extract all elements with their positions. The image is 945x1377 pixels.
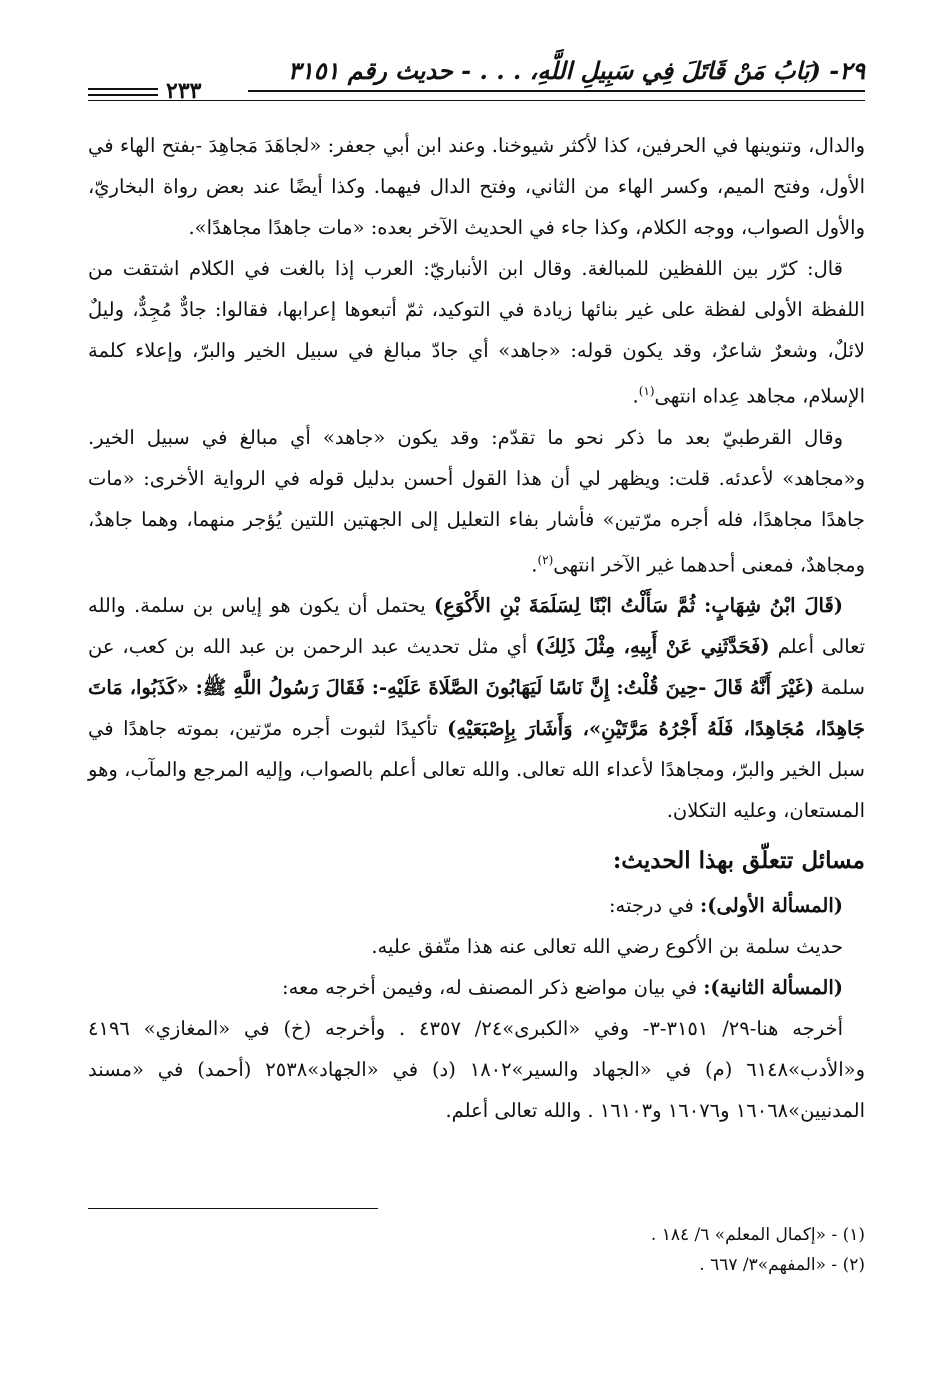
footnote-ref-1: (١): [638, 384, 655, 398]
hadith-quote-3: (غَيْرَ أَنَّهُ قَالَ -حِينَ قُلْتُ: إِنَّ نَاسًا لَيَهَابُونَ الصَّلَاةَ عَلَيْهِ-: فَقَالَ رَسُولُ اللَّهِ ﷺ: «كَذَبُوا، مَاتَ جَاهِدًا، مُجَاهِدًا، فَلَهُ أَجْرُهُ مَرَّتَيْنِ»، وَأَشَارَ بِإِصْبَعَيْهِ): [88, 676, 865, 740]
footnote-1: (١) - «إكمال المعلم» ٦/ ١٨٤ .: [650, 1225, 865, 1245]
paragraph-1: والدال، وتنوينها في الحرفين، كذا لأكثر شيوخنا. وعند ابن أبي جعفر: «لجاهَدَ مَجاهِدَ -بفتح الهاء في الأول، وفتح الميم، وكسر الهاء من الثاني، وفتح الدال فيهما. وكذا أيضًا عند بعض رواة البخاريّ، والأول الصواب، ووجه الكلام، وكذا جاء في الحديث الآخر بعده: «مات جاهدًا مجاهدًا».: [88, 134, 865, 239]
footnotes: [88, 1220, 865, 1280]
hadith-quote-2: (فَحَدَّثَنِي عَنْ أَبِيهِ، مِثْلَ ذَلِكَ): [535, 635, 770, 658]
header-rule-short-bottom: [88, 94, 158, 96]
commentary-1: يحتمل أن يكون هو إياس بن سلمة. والله تعالى أعلم: [88, 594, 866, 658]
header-rule: [248, 90, 865, 92]
main-text: [88, 125, 865, 1131]
issue-1-title: [88, 885, 865, 926]
paragraph-3-text: وقال القرطبيّ بعد ما ذكر نحو ما تقدّم: وقد يكون «جاهد» أي مبالغ في سبيل الخير. و«مجاهد» لأعدئه. قلت: ويظهر لي أن هذا القول أحسن بدليل قوله في الرواية الأخرى: «مات جاهدًا مجاهدًا، فله أجره مرّتين» فأشار بفاء التعليل إلى الجهتين اللتين يُؤجر منهما، وهما جاهدٌ، ومجاهدٌ، فمعنى أحدهما غير الآخر انتهى: [88, 425, 865, 576]
issue-1-text: في درجته:: [608, 894, 701, 917]
paragraph-2-text: قال: كرّر بين اللفظين للمبالغة. وقال ابن الأنباريّ: العرب إذا بالغت في الكلام اشتقت من اللفظة الأولى لفظة على غير بنائها زيادة في التوكيد، ثمّ أتبعوها إعرابها، فقالوا: جادٌّ مُجِدٌّ، وليلٌ لائلٌ، وشعرٌ شاعرٌ، وقد يكون قوله: «جاهد» أي جادّ مبالغ في سبيل الخير والبرّ، وإعلاء كلمة الإسلام، مجاهد عِداه انتهى: [88, 257, 865, 408]
commentary-3: تأكيدًا لثبوت أجره مرّتين، بموته جاهدًا في سبل الخير والبرّ، ومجاهدًا لأعداء الله تعالى. والله تعالى أعلم بالصواب، وإليه المرجع والمآب، وهو المستعان، وعليه التكلان.: [88, 717, 865, 822]
issue-1-body: حديث سلمة بن الأكوع رضي الله تعالى عنه هذا متّفق عليه.: [371, 935, 843, 958]
footnote-separator: [88, 1208, 378, 1209]
commentary-2: أي مثل تحديث عبد الرحمن بن عبد الله بن كعب، عن سلمة: [88, 635, 865, 699]
hadith-quote-1: (قَالَ ابْنُ شِهَابٍ: ثُمَّ سَأَلْتُ ابْنًا لِسَلَمَةَ بْنِ الأَكْوَعِ): [434, 594, 843, 617]
issue-2-text: في بيان مواضع ذكر المصنف له، وفيمن أخرجه معه:: [282, 976, 704, 999]
running-title: ٢٩- (بَابُ مَنْ قَاتَلَ فِي سَبِيلِ اللَّهِ، . . . - حديث رقم ٣١٥١: [287, 56, 865, 85]
page-header: [88, 48, 865, 106]
footnote-ref-2: (٢): [537, 552, 554, 567]
header-rule-short-top: [88, 88, 158, 90]
page-number: ٢٣٣: [166, 78, 202, 104]
paragraph-3: وقال القرطبيّ بعد ما ذكر نحو ما تقدّم: وقد يكون «جاهد» أي مبالغ في سبيل الخير. و«مجاهد» لأعدئه. قلت: ويظهر لي أن هذا القول أحسن بدليل قوله في الرواية الأخرى: «مات جاهدًا مجاهدًا، فله أجره مرّتين» فأشار بفاء التعليل إلى الجهتين اللتين يُؤجر منهما، وهما جاهدٌ، ومجاهدٌ، فمعنى أحدهما غير الآخر انتهى$^{(٢)}$.: [88, 425, 865, 576]
issue-1-label: (المسألة الأولى):: [700, 894, 843, 917]
paragraph-2: قال: كرّر بين اللفظين للمبالغة. وقال ابن الأنباريّ: العرب إذا بالغت في الكلام اشتقت من اللفظة الأولى لفظة على غير بنائها زيادة في التوكيد، ثمّ أتبعوها إعرابها، فقالوا: جادٌّ مُجِدٌّ، وليلٌ لائلٌ، وشعرٌ شاعرٌ، وقد يكون قوله: «جاهد» أي جادّ مبالغ في سبيل الخير والبرّ، وإعلاء كلمة الإسلام، مجاهد عِداه انتهى$^{(١)}$.: [88, 257, 865, 408]
section-heading: مسائل تتعلّق بهذا الحديث:: [612, 847, 865, 874]
issue-2-body: أخرجه هنا-٢٩/ ٣١٥١-٣- وفي «الكبرى»٢٤/ ٤٣٥٧ . وأخرجه (خ) في «المغازي» ٤١٩٦ و«الأدب»٦١٤٨ (م) في «الجهاد والسير»١٨٠٢ (د) في «الجهاد»٢٥٣٨ (أحمد) في «مسند المدنيين»١٦٠٦٨ و١٦٠٧٦ و١٦١٠٣ . والله تعالى أعلم.: [88, 1017, 865, 1122]
issue-2-label: (المسألة الثانية):: [703, 976, 843, 999]
issue-2-title: [88, 967, 865, 1008]
footnote-2: (٢) - «المفهم»٣/ ٦٦٧ .: [699, 1255, 865, 1275]
paragraph-4: [88, 585, 865, 831]
header-rule-bottom: [88, 100, 865, 101]
